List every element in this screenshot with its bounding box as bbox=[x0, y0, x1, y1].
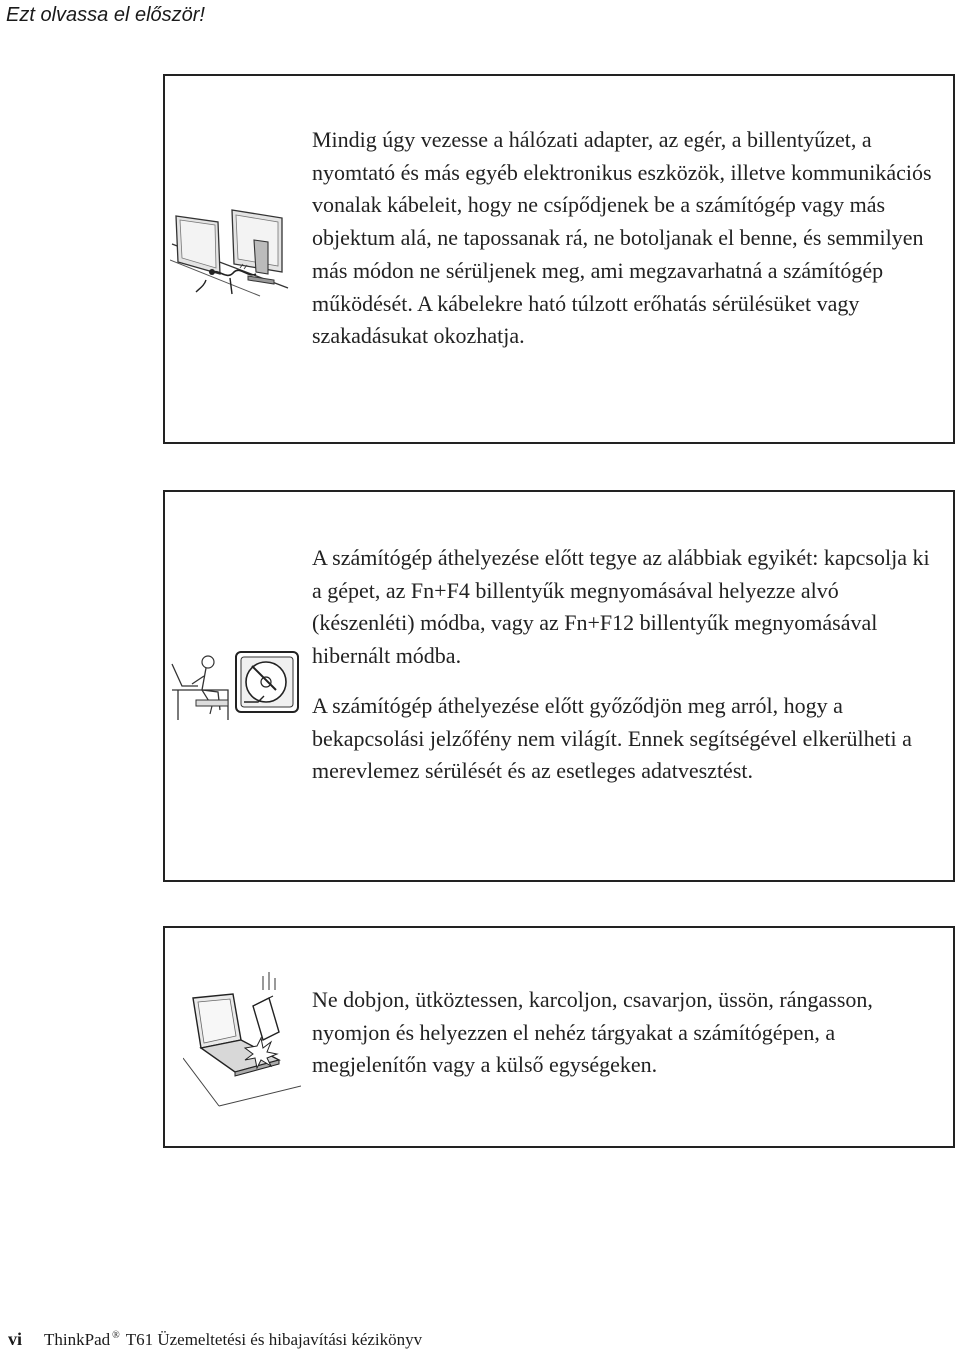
cable-routing-monitors-illustration bbox=[170, 208, 298, 300]
notice-text-moving-2: A számítógép áthelyezése előtt győződjön meg arról, hogy a bekapcsolási jelzőfény nem világít. Ennek segítségével elkerülheti a merevlemez sérülését és az esetleges adatvesztést. bbox=[312, 692, 912, 784]
person-laptop-hard-disk-illustration bbox=[168, 650, 302, 726]
notice-box-cables bbox=[163, 74, 955, 444]
notice-box-handling bbox=[163, 926, 955, 1148]
footer-brand: ThinkPad bbox=[44, 1330, 111, 1349]
footer-title: T61 Üzemeltetési és hibajavítási kézikönyv bbox=[125, 1330, 423, 1349]
page-header-title: Ezt olvassa el először! bbox=[6, 4, 205, 26]
notice-text-handling: Ne dobjon, ütköztessen, karcoljon, csavarjon, üssön, rángasson, nyomjon és helyezzen el nehéz tárgyakat a számítógépen, a megjelenítőn vagy a külső egységeken. bbox=[312, 987, 873, 1078]
heavy-object-on-laptop-illustration bbox=[183, 968, 301, 1108]
registered-mark: ® bbox=[112, 1330, 120, 1341]
page-number: vi bbox=[8, 1329, 23, 1349]
notice-text-moving-1: A számítógép áthelyezése előtt tegye az alábbiak egyikét: kapcsolja ki a gépet, az Fn+F4 billentyűk megnyomásával helyezze alvó (készenléti) módba, vagy az Fn+F12 billentyűk megnyomásával hibernált módba. bbox=[312, 545, 930, 669]
page-footer bbox=[8, 1329, 422, 1350]
notice-text-cables: Mindig úgy vezesse a hálózati adapter, az egér, a billentyűzet, a nyomtató és más egyéb elektronikus eszközök, illetve kommunikációs vonalak kábeleit, hogy ne csípődjenek be a számítógép vagy más objektum alá, ne tapossanak rá, ne botoljanak el benne, és semmilyen más módon ne sérüljenek meg, ami megzavarhatná a számítógép működését. A kábelekre ható túlzott erőhatás sérülésüket vagy szakadásukat okozhatja. bbox=[312, 127, 932, 349]
notice-box-moving bbox=[163, 490, 955, 882]
